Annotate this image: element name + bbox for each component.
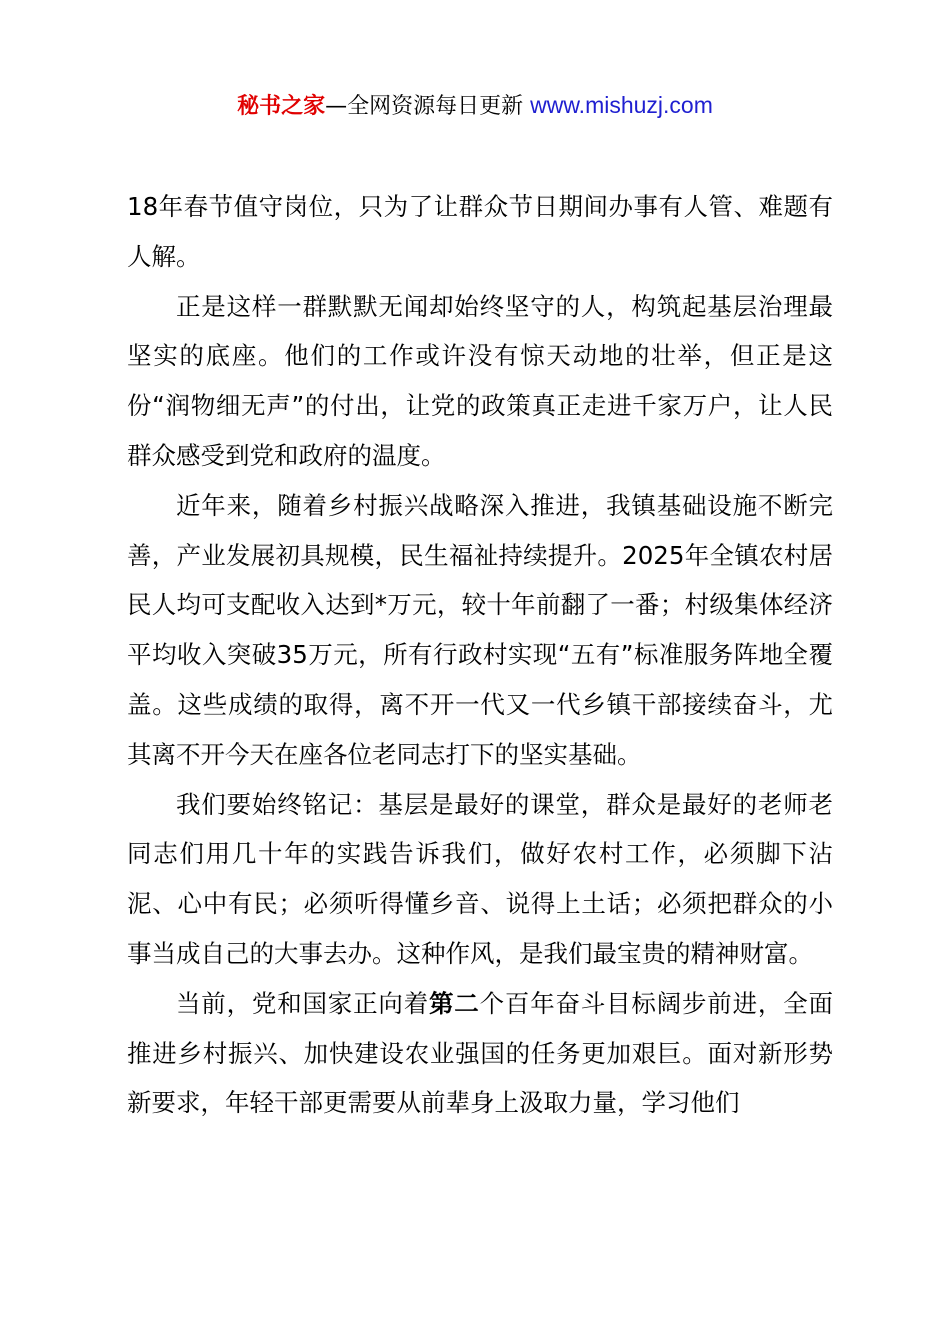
paragraph-5 [127,979,833,1128]
bold-term: 第二 [429,988,480,1018]
page-header [0,88,950,124]
document-body [127,182,833,1128]
brand-name: 秘书之家 [237,94,326,119]
website-link[interactable]: www.mishuzj.com [530,92,713,118]
paragraph-3: 近年来，随着乡村振兴战略深入推进，我镇基础设施不断完善，产业发展初具规模，民生福祉持续提升。2025年全镇农村居民人均可支配收入达到*万元，较十年前翻了一番；村级集体经济平均收入突破35万元，所有行政村实现“五有”标准服务阵地全覆盖。这些成绩的取得，离不开一代又一代乡镇干部接续奋斗，尤其离不开今天在座各位老同志打下的坚实基础。 [127,490,833,769]
paragraph-1: 18年春节值守岗位，只为了让群众节日期间办事有人管、难题有人解。 [127,192,833,271]
paragraph-5-rest: 个百年奋斗目标阔步前进，全面推进乡村振兴、加快建设农业强国的任务更加艰巨。面对新形势新要求，年轻干部更需要从前辈身上汲取力量，学习他们 [127,988,834,1118]
paragraph-5-start: 当前，党和国家正向着 [176,988,429,1018]
header-tagline: —全网资源每日更新 [325,94,531,119]
paragraph-2: 正是这样一群默默无闻却始终坚守的人，构筑起基层治理最坚实的底座。他们的工作或许没有惊天动地的壮举，但正是这份“润物细无声”的付出，让党的政策真正走进千家万户，让人民群众感受到党和政府的温度。 [127,291,833,470]
paragraph-4: 我们要始终铭记：基层是最好的课堂，群众是最好的老师老同志们用几十年的实践告诉我们，做好农村工作，必须脚下沾泥、心中有民；必须听得懂乡音、说得上土话；必须把群众的小事当成自己的大事去办。这种作风，是我们最宝贵的精神财富。 [127,789,833,968]
